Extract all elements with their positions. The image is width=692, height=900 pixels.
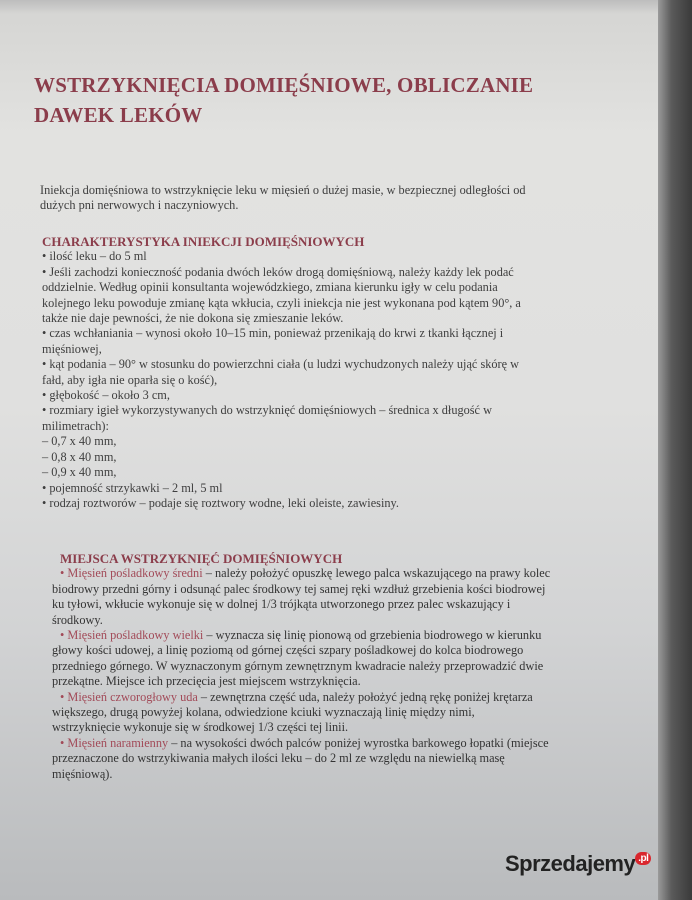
muscle-description: – wyznacza się linię pionową od grzebienia biodrowego w kierunku (203, 628, 542, 643)
list-line: przekątne. Miejsce ich przecięcia jest miejscem wstrzyknięcia. (52, 674, 361, 689)
muscle-description: – należy położyć opuszkę lewego palca wskazującego na prawy kolec (202, 566, 551, 581)
list-line: mięśniowej, (42, 341, 102, 356)
muscle-description: – zewnętrzna część uda, należy położyć jedną rękę poniżej krętarza (197, 689, 533, 704)
section-heading: CHARAKTERYSTYKA INIEKCJI DOMIĘŚNIOWYCH (42, 234, 365, 249)
title-line: WSTRZYKNIĘCIA DOMIĘŚNIOWE, OBLICZANIE (34, 73, 534, 97)
list-line: większego, drugą powyżej kolana, odwiedzione kciuki wyznaczają linię między nimi, (52, 705, 475, 720)
list-line: • Jeśli zachodzi konieczność podania dwóch leków drogą domięśniową, należy każdy lek podać (42, 264, 514, 279)
list-line (60, 690, 550, 705)
list-line: środkowy. (52, 612, 103, 627)
list-line: wstrzyknięcie wykonuje się w środkowej 1/3 części tej linii. (52, 720, 349, 735)
list-line: ku tyłowi, wkłucie wykonuje się w dolnej 1/3 trójkąta utworzonego przez palec wskazujący i (52, 597, 511, 612)
muscle-name: • Mięsień pośladkowy średni (60, 566, 203, 581)
list-line: • rodzaj roztworów – podaje się roztwory wodne, leki oleiste, zawiesiny. (42, 495, 399, 510)
list-line (60, 628, 550, 643)
page-title (34, 70, 634, 130)
list-line: głowy kości udowej, a linię poziomą od górnej części szpary pośladkowej do kolca biodrowego (52, 643, 524, 658)
watermark-text: Sprzedajemy (505, 851, 636, 876)
list-line: przeznaczone do wstrzykiwania małych ilości leku – do 2 ml ze względu na niewielką masę (52, 751, 505, 766)
list-line (60, 736, 550, 751)
list-line: fałd, aby igła nie oparła się o kość), (42, 372, 218, 387)
list-line: – 0,9 x 40 mm, (42, 465, 117, 480)
list-line: biodrowy przedni górny i odsunąć palec środkowy tej samej ręki wzdłuż grzebienia kości biodrowej (52, 581, 546, 596)
muscle-name: • Mięsień czworogłowy uda (60, 689, 198, 704)
list-line: przedniego górnego. W wyznaczonym górnym zewnętrznym kwadracie należy przeprowadzić dwie (52, 658, 544, 673)
muscle-description: – na wysokości dwóch palców poniżej wyrostka barkowego łopatki (miejsce (168, 735, 549, 750)
list-line: • głębokość – około 3 cm, (42, 388, 170, 403)
muscle-name: • Mięsień pośladkowy wielki (60, 628, 204, 643)
text-line: dużych pni nerwowych i naczyniowych. (40, 198, 239, 213)
intro-paragraph (40, 183, 526, 214)
monitor-bezel (658, 0, 692, 900)
section-characteristics (42, 234, 521, 511)
list-line: mięśniową). (52, 766, 113, 781)
list-line (60, 566, 550, 581)
text-line: Iniekcja domięśniowa to wstrzyknięcie leku w mięsień o dużej masie, w bezpiecznej odległości od (40, 183, 526, 197)
section-injection-sites (52, 551, 551, 782)
list-line: • pojemność strzykawki – 2 ml, 5 ml (42, 480, 223, 495)
list-line: – 0,7 x 40 mm, (42, 434, 117, 449)
watermark-logo (505, 851, 651, 877)
list-line: milimetrach): (42, 418, 109, 433)
list-line: • czas wchłaniania – wynosi około 10–15 min, ponieważ przenikają do krwi z tkanki łącznej i (42, 326, 504, 341)
muscle-name: • Mięsień naramienny (60, 735, 169, 750)
list-line: kolejnego leku powoduje zmianę kąta wkłucia, czyli iniekcja nie jest wykonana pod kątem 90°, a (42, 295, 521, 310)
watermark-suffix: .pl (635, 852, 651, 865)
list-line: oddzielnie. Według opinii konsultanta wojewódzkiego, zmiana kierunku igły w celu podania (42, 280, 498, 295)
section-heading: MIEJSCA WSTRZYKNIĘĆ DOMIĘŚNIOWYCH (60, 551, 343, 566)
list-line: • ilość leku – do 5 ml (42, 249, 147, 264)
list-line: • rozmiary igieł wykorzystywanych do wstrzyknięć domięśniowych – średnica x długość w (42, 403, 492, 418)
list-line: • kąt podania – 90° w stosunku do powierzchni ciała (u ludzi wychudzonych należy ująć skórę w (42, 357, 520, 372)
title-line: DAWEK LEKÓW (34, 103, 203, 127)
list-line: – 0,8 x 40 mm, (42, 449, 117, 464)
list-line: także nie daje pewności, że nie dokona się zmieszanie leków. (42, 311, 344, 326)
